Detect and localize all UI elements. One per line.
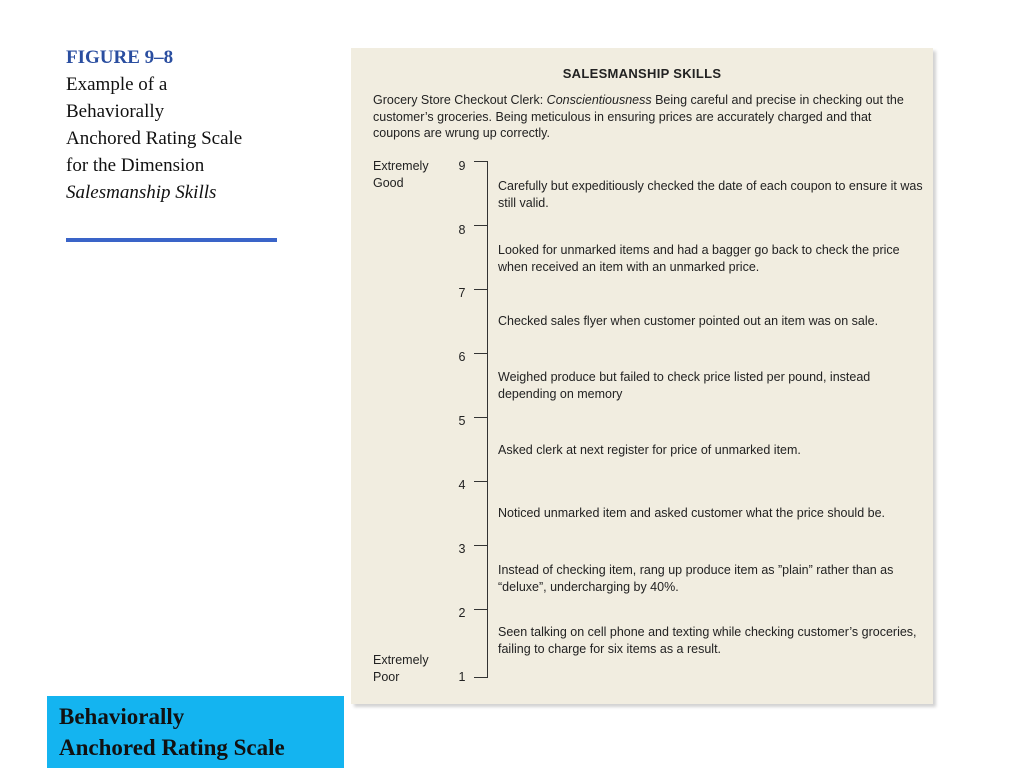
desc-rest: Being careful and precise in checking out the customer’s groceries. Being meticulous in ensuring prices are accurately charged and that coupons are wrung up correctly. [373,93,904,140]
scale-tick-3 [474,545,488,546]
scale-tick-6 [474,353,488,354]
bottom-anchor-line-1: Extremely [373,653,429,667]
top-anchor-line-1: Extremely [373,159,429,173]
caption-divider [66,238,277,242]
scale-number-4: 4 [458,478,466,492]
scale-tick-7 [474,289,488,290]
bottom-anchor-label [373,652,429,685]
scale-number-9: 9 [458,159,466,173]
scale-tick-8 [474,225,488,226]
top-anchor-label [373,158,429,191]
figure-label: FIGURE 9–8 [66,47,174,68]
desc-italic: Conscientiousness [546,93,652,107]
slide-title-line-1: Behaviorally [59,704,185,729]
behavior-anchor-4: Weighed produce but failed to check price listed per pound, instead depending on memory [498,370,871,401]
caption-line-1: Example of a [66,74,168,95]
scale-number-7: 7 [458,286,466,300]
behavior-anchor-3: Checked sales flyer when customer pointed out an item was on sale. [498,314,879,328]
scale-number-3: 3 [458,542,466,556]
caption-line-4: for the Dimension [66,155,205,176]
caption-line-3: Anchored Rating Scale [66,128,243,149]
behavior-anchor-7: Instead of checking item, rang up produce item as ”plain” rather than as “deluxe”, undercharging by 40%. [498,563,894,594]
scale-tick-5 [474,417,488,418]
desc-prefix: Grocery Store Checkout Clerk: [373,93,547,107]
caption-line-5: Salesmanship Skills [66,182,217,203]
top-anchor-line-2: Good [373,175,404,190]
scale-number-8: 8 [458,223,466,237]
behavior-anchor-8: Seen talking on cell phone and texting while checking customer’s groceries, failing to charge for six items as a result. [498,625,917,656]
behavior-anchor-2: Looked for unmarked items and had a bagger go back to check the price when received an item with an unmarked price. [498,243,900,274]
scale-number-1: 1 [458,670,466,684]
behavior-anchor-1: Carefully but expeditiously checked the date of each coupon to ensure it was still valid. [498,179,923,210]
scale-tick-2 [474,609,488,610]
scale-tick-4 [474,481,488,482]
panel-heading: SALESMANSHIP SKILLS [562,66,722,81]
salesmanship-scale-panel [351,48,933,704]
slide-title-box [47,696,344,768]
behavior-anchor-6: Noticed unmarked item and asked customer what the price should be. [498,506,886,520]
figure-caption [66,44,296,206]
slide-title-line-2: Anchored Rating Scale [59,735,285,760]
scale-number-2: 2 [458,606,466,620]
panel-description [373,92,918,142]
scale-number-6: 6 [458,350,466,364]
scale-axis [487,161,488,678]
behavior-anchor-5: Asked clerk at next register for price of unmarked item. [498,443,801,457]
bottom-anchor-line-2: Poor [373,669,400,684]
scale-tick-1 [474,677,488,678]
scale-number-5: 5 [458,414,466,428]
caption-line-2: Behaviorally [66,101,165,122]
scale-tick-9 [474,161,488,162]
